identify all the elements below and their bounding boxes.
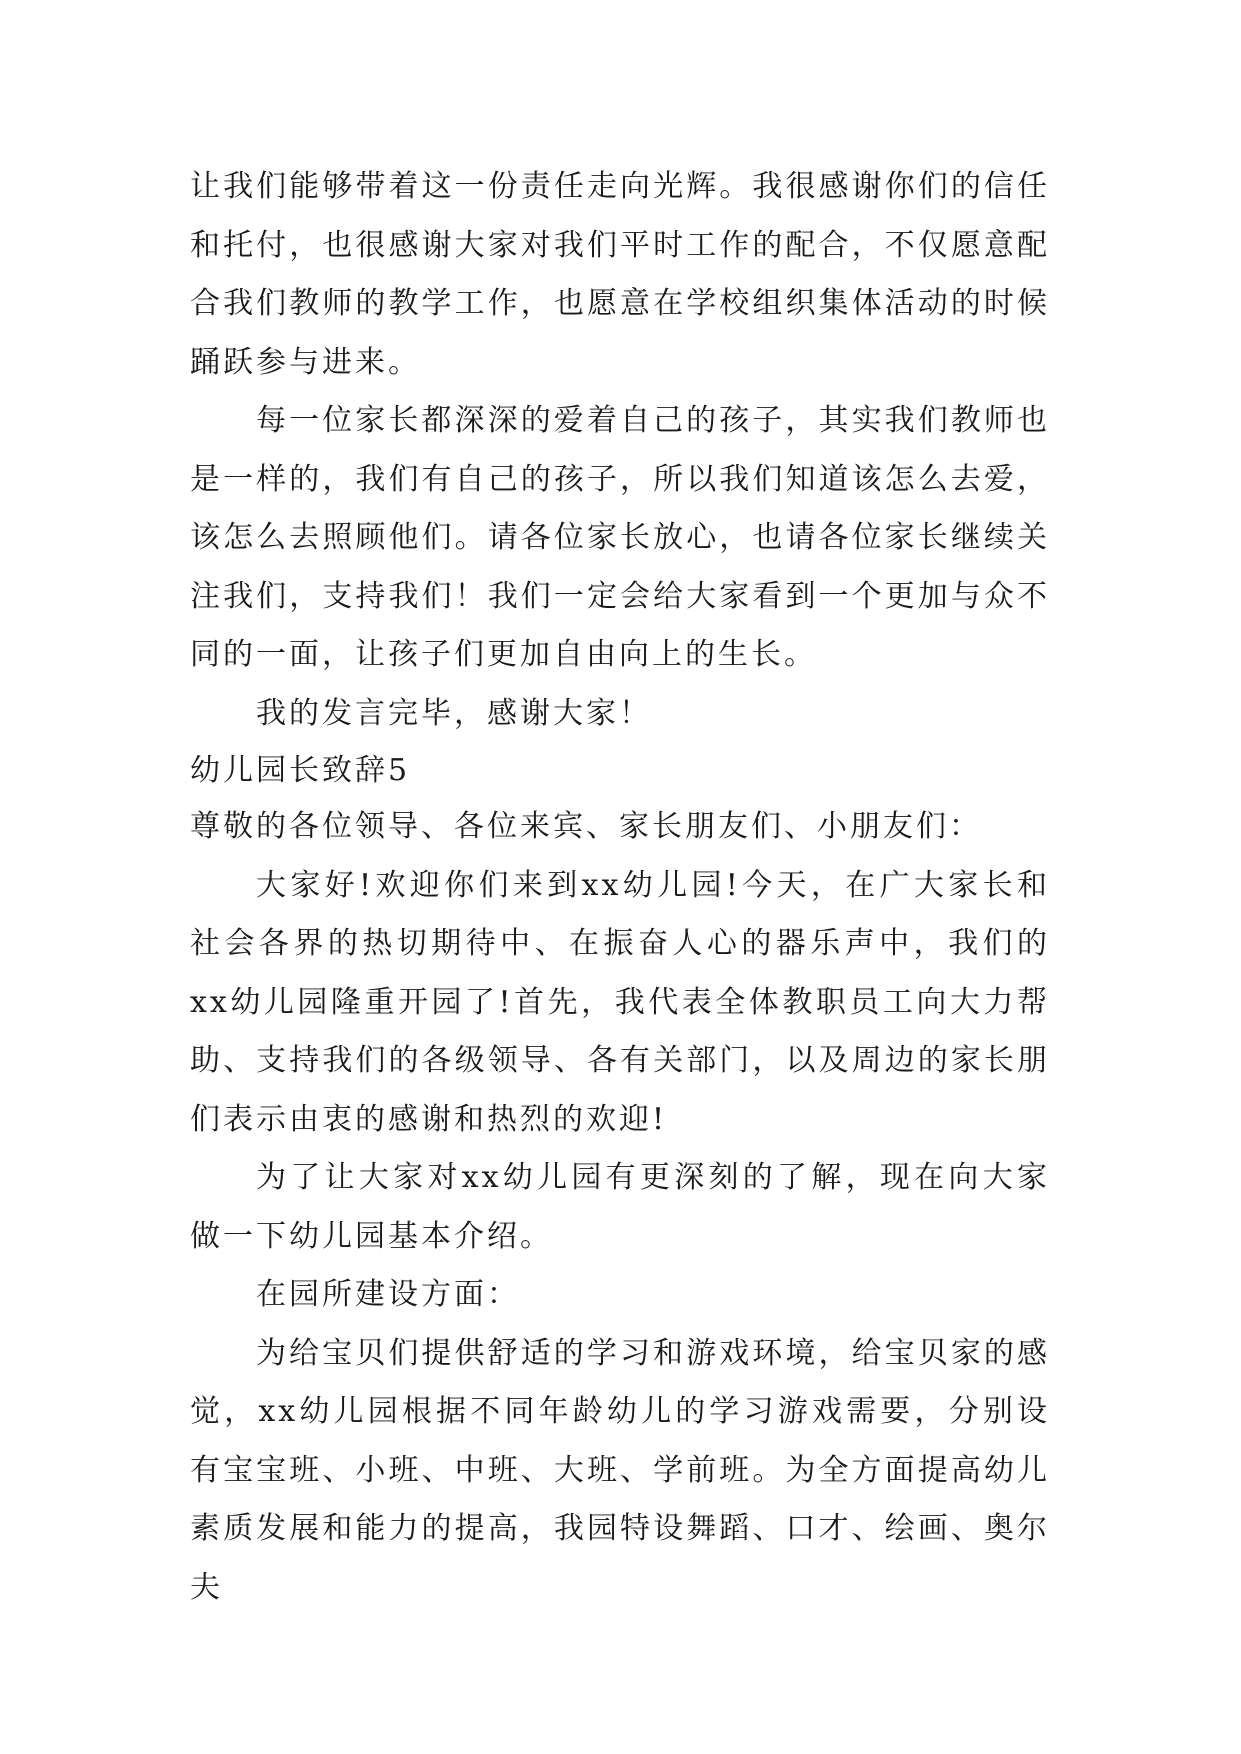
paragraph-welcome: 大家好!欢迎你们来到xx幼儿园!今天，在广大家长和社会各界的热切期待中、在振奋人心的器乐声中，我们的xx幼儿园隆重开园了!首先，我代表全体教职员工向大力帮助、支持我们的各级领导、各有关部门，以及周边的家长朋们表示由衷的感谢和热烈的欢迎! [190,867,1050,1137]
paragraph-introduction: 为了让大家对xx幼儿园有更深刻的了解，现在向大家做一下幼儿园基本介绍。 [190,1160,1050,1254]
paragraph-parents-love: 每一位家长都深深的爱着自己的孩子，其实我们教师也是一样的，我们有自己的孩子，所以我们知道该怎么去爱，该怎么去照顾他们。请各位家长放心，也请各位家长继续关注我们，支持我们！我们一定会给大家看到一个更加与众不同的一面，让孩子们更加自由向上的生长。 [190,403,1050,672]
paragraph-closing-thanks: 我的发言完毕，感谢大家！ [256,695,652,731]
paragraph-continuation: 让我们能够带着这一份责任走向光辉。我很感谢你们的信任和托付，也很感谢大家对我们平时工作的配合，不仅愿意配合我们教师的教学工作，也愿意在学校组织集体活动的时候踊跃参与进来。 [190,169,1050,380]
paragraph-construction-subheading: 在园所建设方面： [256,1277,520,1312]
section-heading: 幼儿园长致辞5 [190,753,411,788]
document-body [190,158,1050,1617]
salutation-line: 尊敬的各位领导、各位来宾、家长朋友们、小朋友们： [190,809,982,844]
paragraph-class-setup: 为给宝贝们提供舒适的学习和游戏环境，给宝贝家的感觉，xx幼儿园根据不同年龄幼儿的学习游戏需要，分别设有宝宝班、小班、中班、大班、学前班。为全方面提高幼儿素质发展和能力的提高，我园特设舞蹈、口才、绘画、奥尔夫 [190,1335,1050,1605]
